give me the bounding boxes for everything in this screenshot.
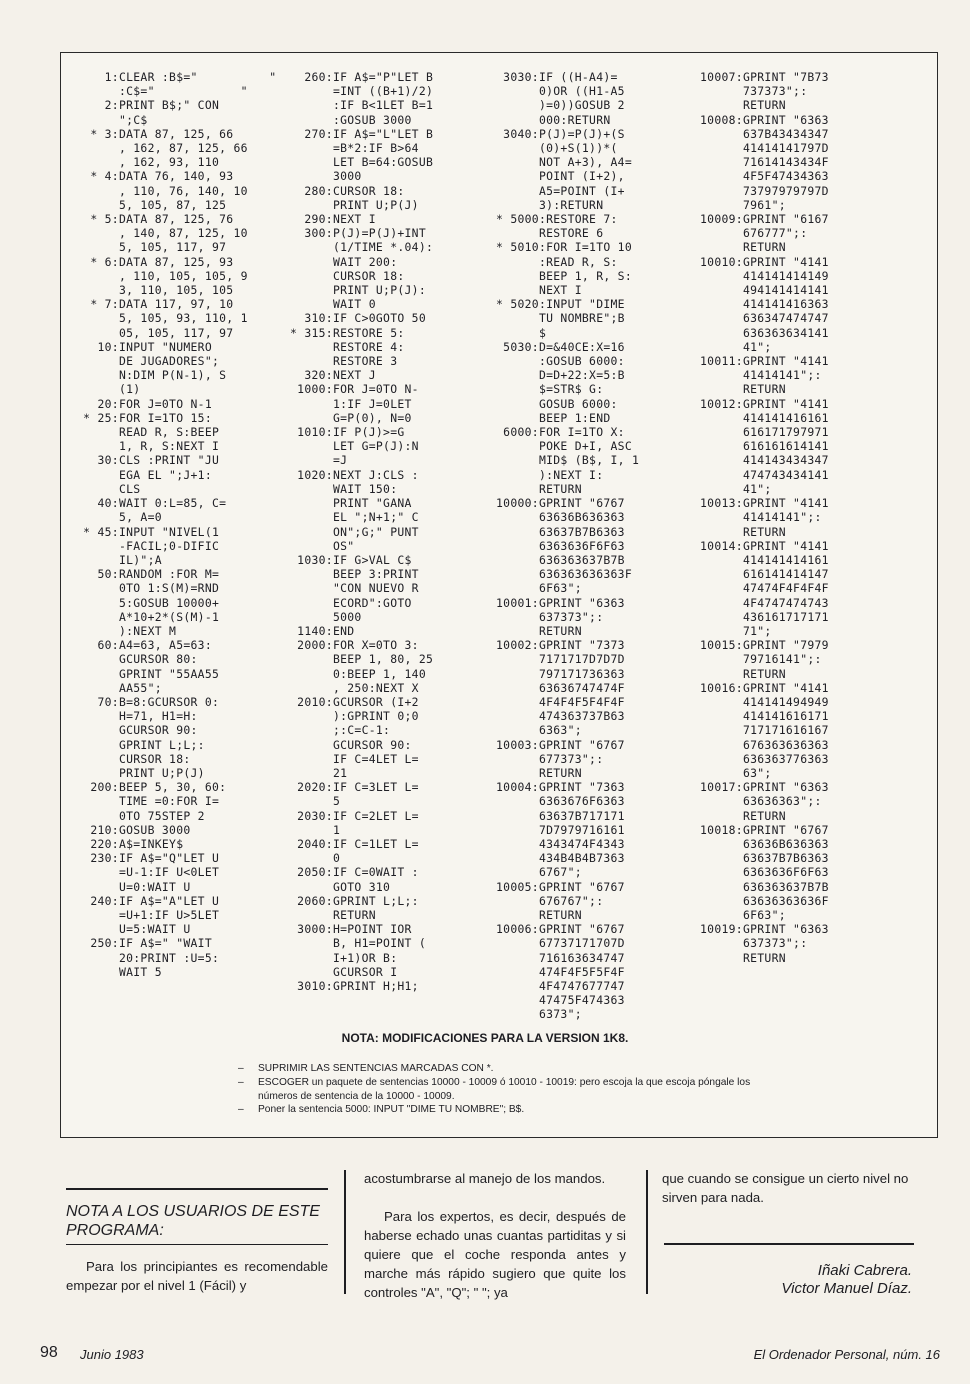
code-line: POINT (I+2), (496, 169, 625, 184)
code-line: 1, R, S:NEXT I (76, 439, 220, 454)
code-line: 41414141";: (700, 510, 822, 525)
code-line: WAIT 0 (290, 297, 376, 312)
code-line: =U+1:IF U>5LET (76, 907, 220, 922)
code-line: 414141416161 (700, 410, 829, 425)
code-line: 10004:GPRINT "7363 (496, 780, 625, 795)
code-line: 737373";: (700, 84, 808, 99)
code-line: 636363637B7B (496, 552, 625, 567)
code-line: 10006:GPRINT "6767 (496, 922, 625, 937)
code-line: (1/TIME *.04): (290, 240, 434, 255)
code-line: 05, 105, 117, 97 (76, 325, 234, 340)
code-line: 5000 (290, 609, 362, 624)
code-line: 10007:GPRINT "7B73 (700, 70, 829, 84)
code-line: A*10+2*(S(M)-1 (76, 609, 220, 624)
code-line: 47475F474363 (496, 993, 625, 1008)
code-line: RETURN (700, 240, 786, 255)
code-line: 5, 105, 117, 97 (76, 240, 227, 255)
code-line: B, H1=POINT ( (290, 936, 426, 951)
code-line: 10011:GPRINT "4141 (700, 354, 829, 369)
code-line: 260:IF A$="P"LET B (290, 70, 434, 84)
code-line: CLS (76, 481, 141, 496)
code-line: =J (290, 453, 348, 468)
code-line: 10008:GPRINT "6363 (700, 112, 829, 127)
code-line: RETURN (700, 524, 786, 539)
code-line: BEEP 1, R, S: (496, 268, 632, 283)
code-line: 6F63"; (700, 907, 786, 922)
code-line: A5=POINT (I+ (496, 183, 625, 198)
code-line: 79716141";: (700, 652, 822, 667)
code-line: 434B4B4B7363 (496, 851, 625, 866)
code-line: 310:IF C>0GOTO 50 (290, 311, 426, 326)
code-line: :READ R, S: (496, 254, 618, 269)
code-line: 797171736363 (496, 666, 625, 681)
code-line: 0TO 1:S(M)=RND (76, 581, 220, 596)
issue-date: Junio 1983 (80, 1347, 144, 1362)
code-line: 676767";: (496, 893, 604, 908)
article-column-2-second: Para los expertos, es decir, después de haberse echado unas cuantas partiditas y si quiere que el coche responda antes y marche más rápido sugiero que quite los controles "A", "Q"; " "; ya (364, 1209, 626, 1300)
code-line: 677373";: (496, 751, 604, 766)
code-line: , 250:NEXT X (290, 680, 419, 695)
code-line: RETURN (700, 666, 786, 681)
code-line: 20:PRINT :U=5: (76, 950, 220, 965)
code-line: 63636B636363 (700, 836, 829, 851)
code-line: 5, 105, 93, 110, 1 (76, 311, 248, 326)
code-line: 10013:GPRINT "4141 (700, 496, 829, 511)
code-line: 494141414141 (700, 283, 829, 298)
article-column-3: que cuando se consigue un cierto nivel no sirven para nada. (662, 1171, 909, 1205)
code-line: BEEP 3:PRINT (290, 567, 419, 582)
code-line: RETURN (700, 98, 786, 113)
code-line: 250:IF A$=" "WAIT (76, 936, 212, 951)
code-line: TU NOMBRE";B (496, 311, 625, 326)
code-line: 10003:GPRINT "6767 (496, 737, 625, 752)
code-line: "CON NUEVO R (290, 581, 419, 596)
code-line: 3000 (290, 169, 362, 184)
code-line: 474363737B63 (496, 709, 625, 724)
article-heading: NOTA A LOS USUARIOS DE ESTE PROGRAMA: (66, 1203, 320, 1239)
code-line: 20:FOR J=0TO N-1 (76, 396, 212, 411)
code-line: =B*2:IF B>64 (290, 141, 419, 156)
code-line: IF C=4LET L= (290, 751, 419, 766)
code-line: GCURSOR 90: (290, 737, 412, 752)
code-line: )=0))GOSUB 2 (496, 98, 625, 113)
code-line: 2050:IF C=0WAIT : (290, 865, 419, 880)
code-line: =U-1:IF U<0LET (76, 865, 220, 880)
code-line: -FACIL;0-DIFIC (76, 538, 220, 553)
code-line: U=5:WAIT U (76, 922, 191, 937)
code-line: * 7:DATA 117, 97, 10 (76, 297, 234, 312)
code-line: * 5:DATA 87, 125, 76 (76, 212, 234, 227)
code-line: 7961"; (700, 197, 786, 212)
code-line: 000:RETURN (496, 112, 611, 127)
code-line: :GOSUB 3000 (290, 112, 412, 127)
code-line: 47474F4F4F4F (700, 581, 829, 596)
code-line: 414143434347 (700, 453, 829, 468)
code-line: DE JUGADORES"; (76, 354, 220, 369)
code-line: 10005:GPRINT "6767 (496, 879, 625, 894)
code-line: WAIT 5 (76, 964, 162, 979)
code-line: G=P(0), N=0 (290, 410, 412, 425)
code-line: 200:BEEP 5, 30, 60: (76, 780, 227, 795)
code-line: 616141414147 (700, 567, 829, 582)
code-line: 5030:D=&40CE:X=16 (496, 339, 625, 354)
code-line: 230:IF A$="Q"LET U (76, 851, 220, 866)
code-line: 716163634747 (496, 950, 625, 965)
code-line: BEEP 1:END (496, 410, 611, 425)
code-line: 10009:GPRINT "6167 (700, 212, 829, 227)
publication-name: El Ordenador Personal, núm. 16 (753, 1347, 940, 1362)
column-divider (646, 1170, 648, 1294)
code-line: READ R, S:BEEP (76, 425, 220, 440)
code-line: 3, 110, 105, 105 (76, 283, 234, 298)
code-line: 3):RETURN (496, 197, 604, 212)
code-line: 0:BEEP 1, 140 (290, 666, 426, 681)
code-line: 636363634141 (700, 325, 829, 340)
code-line: 436161717171 (700, 609, 829, 624)
code-line: 67737171707D (496, 936, 625, 951)
code-line: 10018:GPRINT "6767 (700, 822, 829, 837)
code-line: GPRINT L;L;: (76, 737, 205, 752)
code-line: 414141414149 (700, 268, 829, 283)
code-line: 5, 105, 87, 125 (76, 197, 227, 212)
code-line: 63636363";: (700, 794, 822, 809)
code-line: 10002:GPRINT "7373 (496, 638, 625, 653)
code-line: 2010:GCURSOR (I+2 (290, 694, 419, 709)
code-line: * 6:DATA 87, 125, 93 (76, 254, 234, 269)
code-line: 21 (290, 765, 348, 780)
code-line: 63"; (700, 765, 772, 780)
code-line: 1020:NEXT J:CLS : (290, 467, 419, 482)
page-number: 98 (40, 1344, 58, 1361)
code-line: RETURN (496, 623, 582, 638)
code-line: * 5020:INPUT "DIME (496, 297, 625, 312)
code-line: D=D+22:X=5:B (496, 368, 625, 383)
code-line: 7171717D7D7D (496, 652, 625, 667)
code-line: 50:RANDOM :FOR M= (76, 567, 220, 582)
code-line: 280:CURSOR 18: (290, 183, 405, 198)
code-line: 1010:IF P(J)>=G (290, 425, 405, 440)
code-line: LET B=64:GOSUB (290, 155, 434, 170)
code-line: , 162, 87, 125, 66 (76, 141, 248, 156)
code-line: 300:P(J)=P(J)+INT (290, 226, 426, 241)
code-line: H=71, H1=H: (76, 709, 198, 724)
modification-item: – ESCOGER un paquete de sentencias 10000 - 10009 ó 10010 - 10019: pero escoja la que escoja póngale los números de sentencia de la 10000 - 10009. (238, 1076, 778, 1104)
code-line: 3040:P(J)=P(J)+(S (496, 126, 625, 141)
heading-rule-top (66, 1188, 328, 1190)
code-line: ON";G;" PUNT (290, 524, 419, 539)
code-line: 10001:GPRINT "6363 (496, 595, 625, 610)
code-line: :IF B<1LET B=1 (290, 98, 434, 113)
code-line: 63637B7B6363 (700, 851, 829, 866)
code-line: 6373"; (496, 1007, 582, 1022)
code-line: 7D7979716161 (496, 822, 625, 837)
code-line: 474743434141 (700, 467, 829, 482)
code-line: 290:NEXT I (290, 212, 376, 227)
code-line: 30:CLS :PRINT "JU (76, 453, 220, 468)
code-line: CURSOR 18: (76, 751, 191, 766)
code-line: (1) (76, 382, 141, 397)
code-line: 73797979797D (700, 183, 829, 198)
code-line: 10014:GPRINT "4141 (700, 538, 829, 553)
code-line: ;:C=C-1: (290, 723, 391, 738)
code-line: NEXT I (496, 283, 582, 298)
code-line: 60:A4=63, A5=63: (76, 638, 212, 653)
code-line: 71614143434F (700, 155, 829, 170)
code-column-4 (700, 70, 829, 965)
code-line: PRINT U;P(J) (76, 765, 205, 780)
code-column-1 (76, 70, 276, 979)
code-line: , 140, 87, 125, 10 (76, 226, 248, 241)
code-line: OS" (290, 538, 355, 553)
code-line: 0TO 75STEP 2 (76, 808, 205, 823)
code-line: 4F5F47434363 (700, 169, 829, 184)
code-line: 1:IF J=0LET (290, 396, 412, 411)
code-line: MID$ (B$, I, 1 (496, 453, 640, 468)
code-line: 10017:GPRINT "6363 (700, 780, 829, 795)
code-line: GOTO 310 (290, 879, 391, 894)
code-line: 0 (290, 851, 341, 866)
code-line: 10016:GPRINT "4141 (700, 680, 829, 695)
code-line: N:DIM P(N-1), S (76, 368, 227, 383)
code-line: LET G=P(J):N (290, 439, 419, 454)
code-line: :GOSUB 6000: (496, 354, 625, 369)
code-line: ";C$ (76, 112, 148, 127)
code-line: 210:GOSUB 3000 (76, 822, 191, 837)
code-line: , 110, 76, 140, 10 (76, 183, 248, 198)
code-line: 220:A$=INKEY$ (76, 836, 184, 851)
code-line: 10:INPUT "NUMERO (76, 339, 212, 354)
code-line: 676363636363 (700, 737, 829, 752)
code-line: 10000:GPRINT "6767 (496, 496, 625, 511)
code-line: (0)+S(1))*( (496, 141, 618, 156)
code-column-3 (496, 70, 639, 1022)
code-line: 6363636F6F63 (700, 865, 829, 880)
code-line: 1000:FOR J=0TO N- (290, 382, 419, 397)
code-line: 3030:IF ((H-A4)= (496, 70, 618, 84)
code-line: EGA EL ";J+1: (76, 467, 212, 482)
code-line: 63637B717171 (496, 808, 625, 823)
code-line: 41"; (700, 339, 772, 354)
code-line: 676777";: (700, 226, 808, 241)
code-line: 63636747474F (496, 680, 625, 695)
code-line: 2040:IF C=1LET L= (290, 836, 419, 851)
code-line: ):GPRINT 0;0 (290, 709, 419, 724)
code-line: 717171616167 (700, 723, 829, 738)
code-line: WAIT 200: (290, 254, 398, 269)
code-line: CURSOR 18: (290, 268, 405, 283)
code-line: 6363676F6363 (496, 794, 625, 809)
code-line: 10010:GPRINT "4141 (700, 254, 829, 269)
code-line: ):NEXT I: (496, 467, 604, 482)
code-line: ECORD":GOTO (290, 595, 412, 610)
code-line: RETURN (700, 950, 786, 965)
code-line: 4343474F4343 (496, 836, 625, 851)
code-line: RETURN (496, 481, 582, 496)
code-line: * 25:FOR I=1TO 15: (76, 410, 212, 425)
modification-item: – Poner la sentencia 5000: INPUT "DIME TU NOMBRE"; B$. (238, 1103, 778, 1117)
code-line: 414141414161 (700, 552, 829, 567)
code-line: , 162, 93, 110 (76, 155, 220, 170)
code-line: GOSUB 6000: (496, 396, 618, 411)
code-line: 1030:IF G>VAL C$ (290, 552, 412, 567)
code-line: 2:PRINT B$;" CON (76, 98, 220, 113)
code-line: 0)OR ((H1-A5 (496, 84, 625, 99)
code-line: BEEP 1, 80, 25 (290, 652, 434, 667)
code-line: 414141416363 (700, 297, 829, 312)
code-line: 6000:FOR I=1TO X: (496, 425, 625, 440)
code-line: EL ";N+1;" C (290, 510, 419, 525)
code-line: 63636363636F (700, 893, 829, 908)
code-line: WAIT 150: (290, 481, 398, 496)
code-line: 636363637B7B (700, 879, 829, 894)
code-line: U=0:WAIT U (76, 879, 191, 894)
code-line: 240:IF A$="A"LET U (76, 893, 220, 908)
code-line: 63637B7B6363 (496, 524, 625, 539)
code-line: RETURN (496, 765, 582, 780)
code-line: 6F63"; (496, 581, 582, 596)
code-line: RETURN (700, 382, 786, 397)
author-name: Victor Manuel Díaz. (781, 1280, 912, 1297)
code-column-2 (290, 70, 433, 993)
code-line: , 110, 105, 105, 9 (76, 268, 248, 283)
code-line: 1:CLEAR :B$=" " (76, 70, 277, 84)
code-line: POKE D+I, ASC (496, 439, 632, 454)
code-line: 10012:GPRINT "4141 (700, 396, 829, 411)
article-column-1: Para los principiantes es recomendable empezar por el nivel 1 (Fácil) y (66, 1259, 328, 1293)
code-line: * 5010:FOR I=1TO 10 (496, 240, 632, 255)
code-line: PRINT U;P(J) (290, 197, 419, 212)
code-line: 414141616171 (700, 709, 829, 724)
code-line: 6363"; (496, 723, 582, 738)
code-line: 2020:IF C=3LET L= (290, 780, 419, 795)
code-line: 63636B636363 (496, 510, 625, 525)
code-line: 5 (290, 794, 341, 809)
code-line: 1140:END (290, 623, 355, 638)
code-line: =INT ((B+1)/2) (290, 84, 434, 99)
code-line: RETURN (700, 808, 786, 823)
code-line: 636363776363 (700, 751, 829, 766)
code-line: 5:GOSUB 10000+ (76, 595, 220, 610)
code-line: 1 (290, 822, 341, 837)
code-line: * 315:RESTORE 5: (290, 325, 405, 340)
code-line: 40:WAIT 0:L=85, C= (76, 496, 227, 511)
code-line: * 45:INPUT "NIVEL(1 (76, 524, 220, 539)
code-line: 2000:FOR X=0TO 3: (290, 638, 419, 653)
signature-rule (664, 1243, 914, 1245)
code-line: PRINT "GANA (290, 496, 412, 511)
code-line: :C$=" " (76, 84, 248, 99)
code-line: 5, A=0 (76, 510, 162, 525)
code-line: 636347474747 (700, 311, 829, 326)
code-line: 414141494949 (700, 694, 829, 709)
author-name: Iñaki Cabrera. (817, 1262, 912, 1279)
code-line: 616161614141 (700, 439, 829, 454)
code-line: RETURN (496, 907, 582, 922)
code-line: 10019:GPRINT "6363 (700, 922, 829, 937)
code-line: GPRINT "55AA55 (76, 666, 220, 681)
code-line: * 5000:RESTORE 7: (496, 212, 618, 227)
heading-rule-bottom (66, 1244, 328, 1245)
code-line: NOT A+3), A4= (496, 155, 632, 170)
code-line: GCURSOR 90: (76, 723, 198, 738)
modification-item: – SUPRIMIR LAS SENTENCIAS MARCADAS CON *. (238, 1062, 778, 1076)
column-divider (344, 1170, 346, 1294)
code-line: GCURSOR 80: (76, 652, 198, 667)
code-line: 4F4747677747 (496, 979, 625, 993)
code-line: $ (496, 325, 547, 340)
code-line: I+1)OR B: (290, 950, 398, 965)
code-line: 6767"; (496, 865, 582, 880)
code-line: TIME =0:FOR I= (76, 794, 220, 809)
code-line: 3010:GPRINT H;H1; (290, 979, 419, 993)
code-line: 637373";: (496, 609, 604, 624)
code-line: 270:IF A$="L"LET B (290, 126, 434, 141)
code-line: 637B43434347 (700, 126, 829, 141)
modifications-note-title: NOTA: MODIFICACIONES PARA LA VERSION 1K8. (341, 1031, 629, 1045)
code-line: * 4:DATA 76, 140, 93 (76, 169, 234, 184)
code-line: 637373";: (700, 936, 808, 951)
code-line: PRINT U;P(J): (290, 283, 426, 298)
code-line: 320:NEXT J (290, 368, 376, 383)
code-line: 3000:H=POINT IOR (290, 922, 412, 937)
code-line: $=STR$ G: (496, 382, 604, 397)
code-line: 71"; (700, 623, 772, 638)
code-line: * 3:DATA 87, 125, 66 (76, 126, 234, 141)
code-line: 10015:GPRINT "7979 (700, 638, 829, 653)
code-line: 2060:GPRINT L;L;: (290, 893, 419, 908)
code-line: 4F4F4F5F4F4F (496, 694, 625, 709)
code-line: 474F4F5F5F4F (496, 964, 625, 979)
code-line: 616171797971 (700, 425, 829, 440)
code-line: 4F4747474743 (700, 595, 829, 610)
code-line: RESTORE 4: (290, 339, 405, 354)
code-line: AA55"; (76, 680, 162, 695)
code-line: RESTORE 3 (290, 354, 398, 369)
code-line: 6363636F6F63 (496, 538, 625, 553)
code-line: ):NEXT M (76, 623, 177, 638)
code-line: 636363636363F (496, 567, 632, 582)
code-line: 41414141";: (700, 368, 822, 383)
code-line: IL)";A (76, 552, 162, 567)
code-line: 2030:IF C=2LET L= (290, 808, 419, 823)
code-line: RESTORE 6 (496, 226, 604, 241)
code-line: GCURSOR I (290, 964, 398, 979)
code-line: RETURN (290, 907, 376, 922)
code-line: 41414141797D (700, 141, 829, 156)
code-line: 41"; (700, 481, 772, 496)
modifications-list (238, 1062, 778, 1117)
article-column-2-first: acostumbrarse al manejo de los mandos. (364, 1171, 606, 1186)
code-line: 70:B=8:GCURSOR 0: (76, 694, 220, 709)
